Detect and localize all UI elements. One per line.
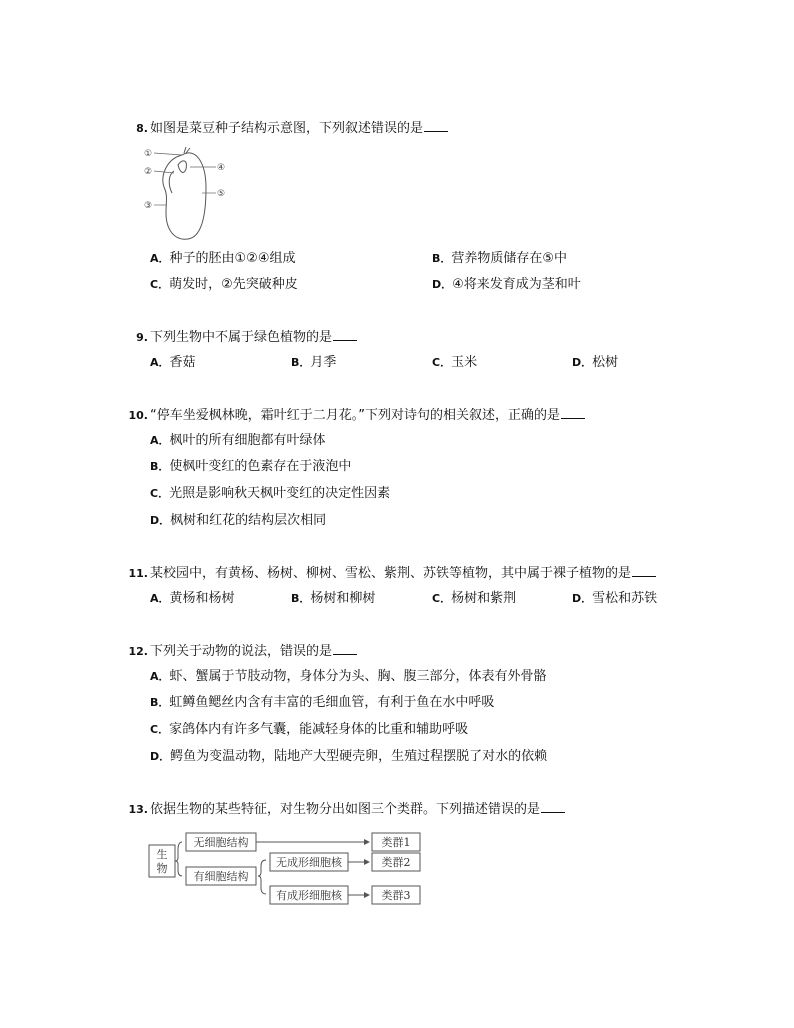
question-9: [128, 328, 728, 347]
question-13-stem-line: [128, 800, 728, 819]
option-12d[interactable]: D．鳄鱼为变温动物，陆地产大型硬壳卵，生殖过程摆脱了对水的依赖: [150, 749, 548, 764]
question-9-stem-line: [128, 328, 728, 347]
label-3: ③: [144, 201, 153, 211]
label-2: ②: [144, 167, 153, 177]
option-9d[interactable]: D．松树: [572, 355, 619, 370]
option-8b[interactable]: B．营养物质储存在⑤中: [432, 251, 568, 266]
option-12c[interactable]: C．家鸽体内有许多气囊，能减轻身体的比重和辅助呼吸: [150, 722, 469, 737]
sub1-label: 无成形细胞核: [276, 856, 342, 869]
question-stem: 下列生物中不属于绿色植物的是: [150, 330, 333, 345]
label-1: ①: [144, 149, 153, 159]
question-number: 8.: [136, 122, 148, 135]
question-10-stem-line: [128, 406, 728, 425]
answer-blank[interactable]: [333, 328, 357, 341]
option-10a[interactable]: A．枫叶的所有细胞都有叶绿体: [150, 433, 326, 448]
answer-blank[interactable]: [632, 564, 656, 577]
option-10c[interactable]: C．光照是影响秋天枫叶变红的决定性因素: [150, 486, 391, 501]
answer-blank[interactable]: [424, 119, 448, 132]
answer-blank[interactable]: [561, 406, 585, 419]
question-13: [128, 800, 728, 819]
question-11-stem-line: [128, 564, 728, 583]
question-number: 11.: [128, 567, 148, 580]
option-9b[interactable]: B．月季: [291, 355, 337, 370]
option-8a[interactable]: A．种子的胚由①②④组成: [150, 251, 296, 266]
option-11a[interactable]: A．黄杨和杨树: [150, 591, 235, 606]
option-10d[interactable]: D．枫树和红花的结构层次相同: [150, 513, 327, 528]
question-8: [128, 119, 728, 138]
question-stem: 下列关于动物的说法，错误的是: [150, 644, 333, 659]
branch1-label: 无细胞结构: [193, 836, 249, 849]
root-label-top: 生: [156, 848, 168, 861]
option-9c[interactable]: C．玉米: [432, 355, 478, 370]
question-8-stem-line: [128, 119, 728, 138]
option-8c[interactable]: C．萌发时，②先突破种皮: [150, 277, 298, 292]
option-12a[interactable]: A．虾、蟹属于节肢动物，身体分为头、胸、腹三部分，体表有外骨骼: [150, 669, 547, 684]
sub2-label: 有成形细胞核: [276, 889, 342, 902]
question-stem: 依据生物的某些特征，对生物分出如图三个类群。下列描述错误的是: [150, 802, 541, 817]
group3-label: 类群3: [381, 889, 411, 902]
classification-diagram: [148, 830, 424, 910]
question-10: [128, 406, 728, 425]
question-11: [128, 564, 728, 583]
label-4: ④: [217, 163, 226, 173]
bean-seed-diagram: [144, 143, 244, 243]
option-11b[interactable]: B．杨树和柳树: [291, 591, 376, 606]
group2-label: 类群2: [381, 856, 411, 869]
option-11c[interactable]: C．杨树和紫荆: [432, 591, 517, 606]
label-5: ⑤: [217, 189, 226, 199]
question-stem: “停车坐爱枫林晚，霜叶红于二月花。”下列对诗句的相关叙述，正确的是: [150, 408, 560, 423]
question-number: 9.: [136, 331, 148, 344]
option-9a[interactable]: A．香菇: [150, 355, 196, 370]
answer-blank[interactable]: [541, 800, 565, 813]
question-12-stem-line: [128, 642, 728, 661]
group1-label: 类群1: [381, 836, 411, 849]
option-8d[interactable]: D．④将来发育成为茎和叶: [432, 277, 581, 292]
option-12b[interactable]: B．虹鳟鱼鳃丝内含有丰富的毛细血管，有利于鱼在水中呼吸: [150, 695, 495, 710]
question-stem: 某校园中，有黄杨、杨树、柳树、雪松、紫荆、苏铁等植物，其中属于裸子植物的是: [150, 566, 632, 581]
question-12: [128, 642, 728, 661]
question-number: 13.: [128, 803, 148, 816]
root-label-bottom: 物: [156, 862, 168, 875]
question-stem: 如图是菜豆种子结构示意图，下列叙述错误的是: [150, 121, 424, 136]
question-number: 10.: [128, 409, 148, 422]
option-11d[interactable]: D．雪松和苏铁: [572, 591, 658, 606]
branch2-label: 有细胞结构: [193, 870, 249, 883]
option-10b[interactable]: B．使枫叶变红的色素存在于液泡中: [150, 459, 352, 474]
question-number: 12.: [128, 645, 148, 658]
answer-blank[interactable]: [333, 642, 357, 655]
